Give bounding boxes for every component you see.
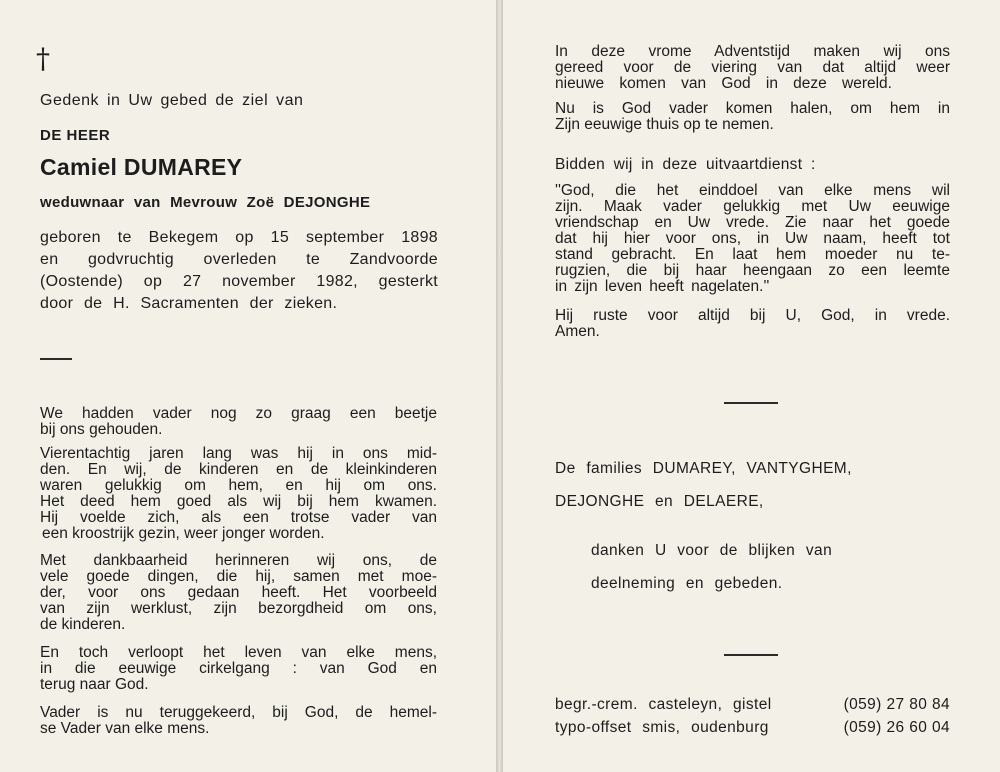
text-line: nieuwe komen van God in deze wereld. xyxy=(555,75,892,92)
text-paragraph xyxy=(40,406,437,438)
text-line: ''God, die het einddoel van elke mens wil xyxy=(555,182,950,199)
text-line: dat hij hier voor ons, in Uw naam, heeft tot xyxy=(555,230,950,247)
text-line: terug naar God. xyxy=(40,676,149,693)
text-line: Zijn eeuwige thuis op te nemen. xyxy=(555,116,774,133)
spouse-text: weduwnaar van Mevrouw Zoë DEJONGHE xyxy=(40,194,371,211)
cross-icon: † xyxy=(36,42,50,75)
credit-phone: (059) 26 60 04 xyxy=(843,719,950,736)
text-line: gereed voor de viering van dat altijd weer xyxy=(555,59,950,76)
text-paragraph xyxy=(555,308,950,340)
text-paragraph xyxy=(555,101,950,133)
credit-row xyxy=(555,719,950,737)
card-fold xyxy=(496,0,503,772)
text-line: zijn. Maak vader gelukkig met Uw eeuwige xyxy=(555,198,950,215)
text-line: den. En wij, de kinderen en de kleinkinderen xyxy=(40,461,437,478)
birth-line: geboren te Bekegem op 15 september 1898 xyxy=(40,229,438,246)
birth-line: en godvruchtig overleden te Zandvoorde xyxy=(40,251,438,268)
text-line: se Vader van elke mens. xyxy=(40,720,210,737)
text-line: Vader is nu teruggekeerd, bij God, de hemel- xyxy=(40,704,437,721)
credit-phone: (059) 27 80 84 xyxy=(843,696,950,713)
text-line: van zijn werklust, zijn bezorgdheid om ons, xyxy=(40,600,437,617)
families-line: DEJONGHE en DELAERE, xyxy=(555,493,764,510)
text-line: Het deed hem goed als wij bij hem kwamen. xyxy=(40,493,437,510)
text-paragraph xyxy=(40,553,437,633)
text-line: Amen. xyxy=(555,323,600,340)
text-line: Hij voelde zich, als een trotse vader van xyxy=(40,509,437,526)
credit-text: typo-offset smis, oudenburg xyxy=(555,719,769,736)
divider xyxy=(40,358,72,360)
divider xyxy=(724,402,778,404)
text-line: der, voor ons gedaan heeft. Het voorbeeld xyxy=(40,584,437,601)
text-line: vriendschap en Uw vrede. Zie naar het goede xyxy=(555,214,950,231)
birth-line: (Oostende) op 27 november 1982, gesterkt xyxy=(40,273,438,290)
text-paragraph xyxy=(40,645,437,693)
text-line: rugzien, die bij haar heengaan zo een leemte xyxy=(555,262,950,279)
text-line: in zijn leven heeft nagelaten.'' xyxy=(555,278,770,295)
thanks-line: deelneming en gebeden. xyxy=(591,575,783,592)
text-paragraph xyxy=(555,44,950,92)
divider xyxy=(724,654,778,656)
text-line: vele goede dingen, die hij, samen met moe- xyxy=(40,568,437,585)
text-line: in die eeuwige cirkelgang : van God en xyxy=(40,660,437,677)
text-line: In deze vrome Adventstijd maken wij ons xyxy=(555,43,950,60)
text-line: Met dankbaarheid herinneren wij ons, de xyxy=(40,552,437,569)
text-line: Hij ruste voor altijd bij U, God, in vrede. xyxy=(555,307,950,324)
deceased-name: Camiel DUMAREY xyxy=(40,154,243,180)
text-line: stand gebracht. En laat hem moeder nu te- xyxy=(555,246,950,263)
intro-text: Gedenk in Uw gebed de ziel van xyxy=(40,92,304,109)
text-line: En toch verloopt het leven van elke mens, xyxy=(40,644,437,661)
title-text: DE HEER xyxy=(40,127,111,144)
prayer-intro xyxy=(555,157,950,173)
birth-death-info xyxy=(40,227,438,315)
text-line: een kroostrijk gezin, weer jonger worden. xyxy=(42,525,325,542)
text-paragraph xyxy=(40,446,437,542)
text-line: de kinderen. xyxy=(40,616,126,633)
text-line: waren gelukkig om hem, en hij om ons. xyxy=(40,477,437,494)
credit-text: begr.-crem. casteleyn, gistel xyxy=(555,696,772,713)
birth-line: door de H. Sacramenten der zieken. xyxy=(40,295,338,312)
text-line: Nu is God vader komen halen, om hem in xyxy=(555,100,950,117)
text-line: Bidden wij in deze uitvaartdienst : xyxy=(555,156,816,173)
credit-row xyxy=(555,696,950,714)
families-line: De families DUMAREY, VANTYGHEM, xyxy=(555,460,852,477)
text-line: We hadden vader nog zo graag een beetje xyxy=(40,405,437,422)
text-line: bij ons gehouden. xyxy=(40,421,163,438)
text-paragraph xyxy=(40,705,437,737)
prayer-text xyxy=(555,183,950,295)
text-line: Vierentachtig jaren lang was hij in ons mid- xyxy=(40,445,437,462)
thanks-line: danken U voor de blijken van xyxy=(591,542,833,559)
